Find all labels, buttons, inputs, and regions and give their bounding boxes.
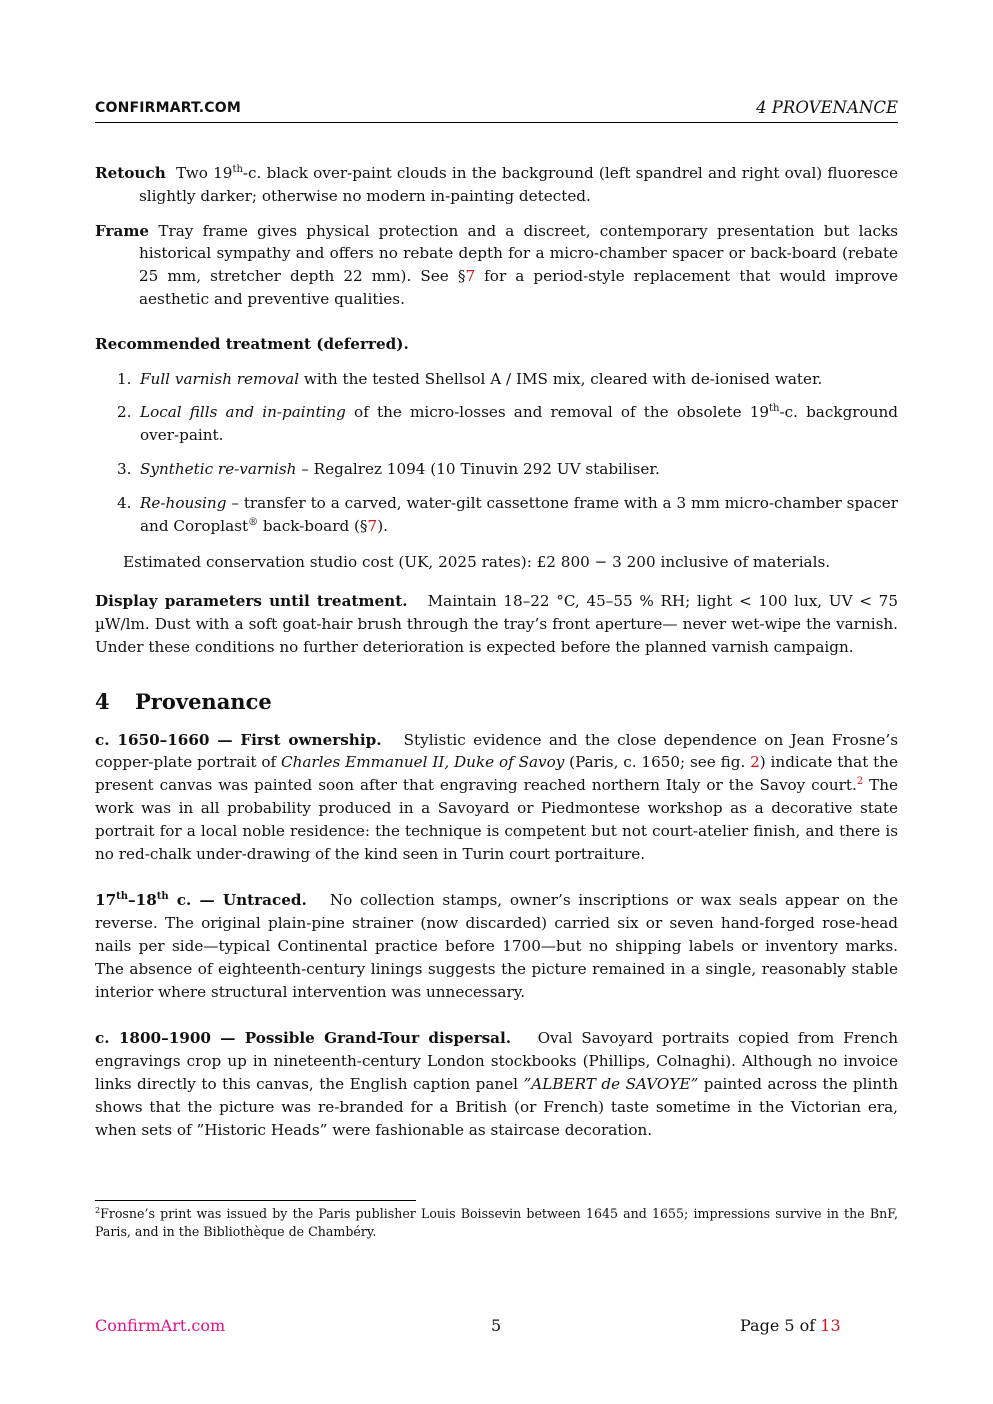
list-item: 2. Local fills and in-painting of the micro-losses and removal of the obsolete 19th-c. background over-paint. [117, 403, 898, 445]
list-item: 4. Re-housing – transfer to a carved, water-gilt cassettone frame with a 3 mm micro-chamber spacer and Coroplast® back-board (§7). [117, 493, 898, 535]
retouch-term: Retouch [95, 164, 166, 182]
section-7-link[interactable]: 7 [465, 267, 476, 286]
footnote: $^2$Frosne’s print was issued by the Paris publisher Louis Boissevin between 1645 and 1655; impressions survive in the BnF, Paris, and in the Bibliothèque de Chambéry. [95, 1206, 898, 1239]
retouch-item: Retouch Two 19th-c. black over-paint clouds in the background (left spandrel and right oval) fluoresce slightly darker; otherwise no modern in-painting detected. [95, 164, 899, 205]
provenance-entry: c. 1800–1900 — Possible Grand-Tour dispersal. Oval Savoyard portraits copied from French engravings crop up in nineteenth-century London stockbooks (Phillips, Colnaghi). Although no invoice links directly to this canvas, the English caption panel ”ALBERT de SAVOYE” painted across the plinth shows that the picture was re-branded for a British (or French) taste sometime in the Victorian era, when sets of ”Historic Heads” were fashionable as staircase decoration. [95, 1029, 899, 1139]
total-pages-link[interactable]: 13 [820, 1316, 841, 1335]
display-heading: Display parameters until treatment. [95, 592, 408, 611]
provenance-entry: 17th–18th c. — Untraced. No collection stamps, owner’s inscriptions or wax seals appear on the reverse. The original plain-pine strainer (now discarded) carried six or seven hand-forged rose-head nails per side—typical Continental practice before 1700—but no shipping labels or inventory marks. The absence of eighteenth-century linings suggests the picture remained in a single, reasonably stable interior where structural intervention was unnecessary. [95, 891, 899, 1001]
page-body [95, 162, 898, 1165]
site-logo[interactable]: CONFIRMART.COM [95, 100, 242, 116]
footer-site-link[interactable]: ConfirmArt.com [95, 1316, 226, 1335]
treatment-list [95, 368, 898, 538]
cost-estimate: Estimated conservation studio cost (UK, 2025 rates): £2 800 − 3 200 inclusive of materials. [123, 553, 831, 572]
running-head: 4 PROVENANCE [756, 98, 898, 117]
treatment-heading: Recommended treatment (deferred). [95, 334, 409, 353]
frame-item: Frame Tray frame gives physical protection and a discreet, contemporary presentation but lacks historical sympathy and offers no rebate depth for a micro-chamber spacer or back-board (rebate 25 mm, stretcher depth 22 mm). See §7 for a period-style replacement that would improve aesthetic and preventive qualities. [95, 221, 899, 308]
footnote-rule [95, 1200, 416, 1201]
footnote-2-link[interactable]: 2 [856, 776, 864, 788]
frame-term: Frame [95, 221, 150, 240]
display-parameters: Display parameters until treatment. Maintain 18–22 °C, 45–55 % RH; light < 100 lux, UV < 75 µW/lm. Dust with a soft goat-hair brush through the tray’s front aperture— never wet-wipe the varnish. Under these conditions no further deterioration is expected before the planned varnish campaign. [95, 592, 899, 656]
figure-2-link[interactable]: 2 [750, 753, 760, 772]
section-7-link[interactable]: 7 [367, 516, 378, 535]
provenance-entry: c. 1650–1660 — First ownership. Stylistic evidence and the close dependence on Jean Frosne’s copper-plate portrait of Charles Emmanuel II, Duke of Savoy (Paris, c. 1650; see fig. 2) indicate that the present canvas was painted soon after that engraving reached northern Italy or the Savoy court.$^2$ The work was in all probability produced in a Savoyard or Piedmontese workshop as a decorative state portrait for a local noble residence: the technique is competent but not court-atelier finish, and there is no red-chalk under-drawing of the kind seen in Turin court portraiture. [95, 730, 899, 863]
section-heading: 4 Provenance [95, 688, 272, 714]
footer-page-count: Page 5 of 13 [740, 1316, 841, 1335]
list-item: 1. Full varnish removal with the tested Shellsol A / IMS mix, cleared with de-ionised water. [117, 369, 823, 388]
footer-page-number: 5 [491, 1316, 502, 1335]
page-header [95, 98, 898, 123]
list-item: 3. Synthetic re-varnish – Regalrez 1094 (10 Tinuvin 292 UV stabiliser. [117, 459, 660, 478]
